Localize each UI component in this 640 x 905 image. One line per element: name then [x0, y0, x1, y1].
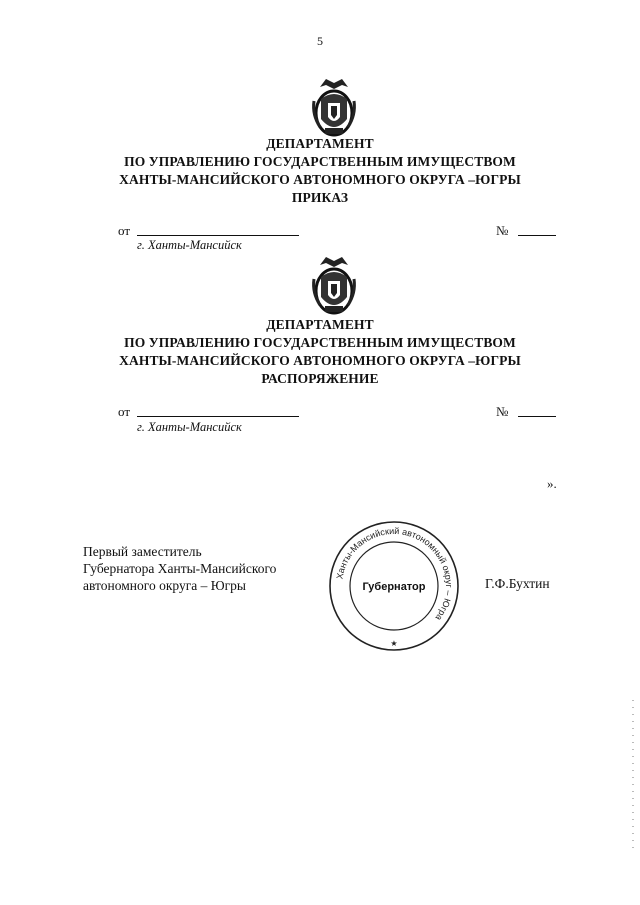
- department-region: ХАНТЫ-МАНСИЙСКОГО АВТОНОМНОГО ОКРУГА –ЮГРЫ: [119, 172, 521, 187]
- coat-of-arms-icon: [306, 253, 362, 319]
- signatory-line-1: Первый заместитель: [83, 544, 202, 559]
- stamp-ring-text: Ханты-Мансийский автономный округ – Югра: [334, 525, 455, 623]
- number-field-line: [518, 223, 556, 236]
- date-label: от: [118, 223, 131, 238]
- number-label: №: [496, 223, 509, 238]
- page-number: 5: [317, 34, 323, 48]
- document-type: ПРИКАЗ: [291, 190, 349, 205]
- closing-quote: ».: [547, 476, 557, 491]
- department-title: ДЕПАРТАМЕНТ: [266, 317, 374, 332]
- scan-artifact: [632, 700, 634, 850]
- stamp-center-text: Губернатор: [362, 581, 426, 593]
- date-field-line: [137, 404, 299, 417]
- date-label: от: [118, 404, 131, 419]
- header-block-1: [60, 135, 580, 207]
- signatory-line-2: Губернатора Ханты-Мансийского: [83, 561, 277, 576]
- header-block-2: [60, 316, 580, 388]
- number-field-line: [518, 404, 556, 417]
- signatory-name: Г.Ф.Бухтин: [485, 576, 550, 591]
- signatory-line-3: автономного округа – Югры: [83, 578, 246, 593]
- coat-of-arms-icon: [306, 75, 362, 141]
- signatory-position: [83, 543, 276, 594]
- document-type: РАСПОРЯЖЕНИЕ: [261, 371, 379, 386]
- date-field-line: [137, 223, 299, 236]
- department-subtitle: ПО УПРАВЛЕНИЮ ГОСУДАРСТВЕННЫМ ИМУЩЕСТВОМ: [124, 154, 516, 169]
- city-label: г. Ханты-Мансийск: [137, 238, 242, 252]
- department-region: ХАНТЫ-МАНСИЙСКОГО АВТОНОМНОГО ОКРУГА –ЮГРЫ: [119, 353, 521, 368]
- stamp-star-icon: ★: [390, 639, 398, 648]
- department-title: ДЕПАРТАМЕНТ: [266, 136, 374, 151]
- city-label: г. Ханты-Мансийск: [137, 420, 242, 434]
- number-label: №: [496, 404, 509, 419]
- department-subtitle: ПО УПРАВЛЕНИЮ ГОСУДАРСТВЕННЫМ ИМУЩЕСТВОМ: [124, 335, 516, 350]
- official-stamp: [326, 518, 462, 654]
